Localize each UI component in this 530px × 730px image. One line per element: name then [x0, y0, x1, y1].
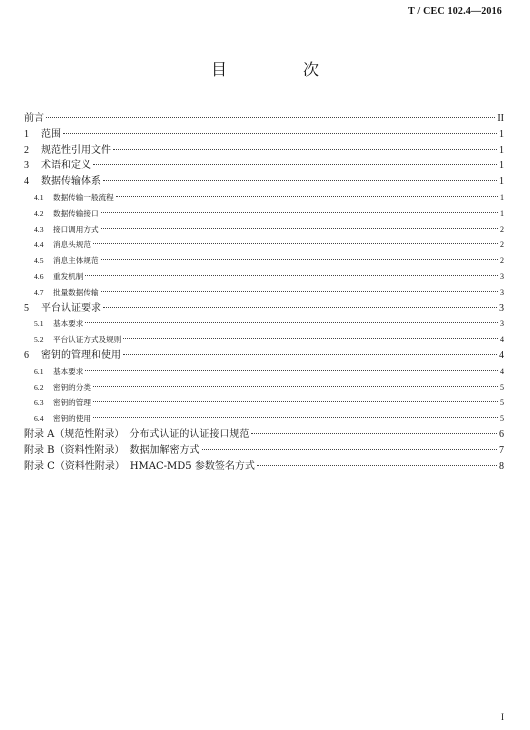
- toc-entry-label: [24, 174, 101, 190]
- toc-entry-text: 密钥的使用: [53, 414, 91, 424]
- toc-entry-text: 批量数据传输: [53, 287, 99, 297]
- toc-entry-number: 6.3: [34, 398, 44, 408]
- toc-entry-text: 接口调用方式: [53, 224, 99, 234]
- toc-entry-number: 4.3: [34, 224, 44, 234]
- toc-entry-number: 4: [24, 176, 29, 188]
- dot-leader: [123, 354, 497, 355]
- toc-entry-text: 规范性引用文件: [41, 144, 111, 156]
- toc-entry-text: 基本要求: [53, 366, 84, 376]
- toc-entry-label: [24, 411, 91, 427]
- toc-entry-page: 1: [499, 128, 504, 140]
- toc-entry-label: [24, 301, 101, 317]
- toc-entry-label: [24, 206, 99, 222]
- toc-entry-page: 3: [499, 302, 504, 314]
- toc-entry[interactable]: [24, 237, 504, 253]
- toc-entry-text: 基本要求: [53, 319, 84, 329]
- dot-leader: [101, 259, 498, 260]
- toc-entry[interactable]: [24, 158, 504, 174]
- toc-entry[interactable]: [24, 269, 504, 285]
- toc-entry-text: 数据传输一般流程: [53, 192, 114, 202]
- toc-entry-number: 4.4: [34, 240, 44, 250]
- dot-leader: [63, 133, 497, 134]
- toc-title: 目 次: [210, 60, 349, 79]
- toc-entry-label: [24, 427, 249, 443]
- toc-entry-text: 前言: [24, 113, 44, 124]
- toc-entry-label: [24, 269, 83, 285]
- toc-entry-text: 平台认证方式及规则: [53, 335, 122, 345]
- toc-entry[interactable]: [24, 332, 504, 348]
- toc-entry-text: 密钥的分类: [53, 382, 91, 392]
- dot-leader: [93, 417, 498, 418]
- dot-leader: [93, 243, 498, 244]
- dot-leader: [93, 386, 498, 387]
- toc-entry-page: 4: [500, 366, 504, 376]
- toc-entry[interactable]: [24, 285, 504, 301]
- toc-entry-page: 3: [500, 271, 504, 281]
- toc-entry-label: [24, 380, 91, 396]
- toc-entry-text: 重发机制: [53, 271, 84, 281]
- toc-entry-page: 3: [500, 319, 504, 329]
- dot-leader: [93, 401, 498, 402]
- toc-entry-label: [24, 285, 99, 301]
- toc-entry-number: 1: [24, 128, 29, 140]
- toc-entry-text: 平台认证要求: [41, 302, 101, 314]
- toc-entry-number: 6.1: [34, 366, 44, 376]
- toc-entry-label: [24, 143, 111, 159]
- toc-entry-page: 4: [499, 349, 504, 361]
- toc-entry-text: 附录 A（规范性附录） 分布式认证的认证接口规范: [24, 428, 250, 440]
- toc-entry-label: [24, 332, 121, 348]
- toc-entry-page: 5: [500, 398, 504, 408]
- toc-entry[interactable]: [24, 111, 504, 127]
- toc-entry[interactable]: [24, 459, 504, 475]
- dot-leader: [46, 117, 495, 118]
- toc-entry[interactable]: [24, 348, 504, 364]
- toc-entry-text: 数据传输体系: [41, 176, 101, 188]
- toc-entry-number: 4.2: [34, 208, 44, 218]
- toc-entry-number: 4.5: [34, 256, 44, 266]
- toc-entry-number: 5: [24, 302, 29, 314]
- toc-entry[interactable]: [24, 253, 504, 269]
- toc-entry-label: [24, 459, 255, 475]
- toc-entry-text: 附录 C（资料性附录） HMAC-MD5 参数签名方式: [24, 460, 255, 472]
- toc-entry-text: 密钥的管理和使用: [41, 349, 121, 361]
- toc-entry-page: II: [497, 113, 504, 124]
- dot-leader: [251, 433, 497, 434]
- toc-entry-text: 数据传输接口: [53, 208, 99, 218]
- toc-entry-number: 6.2: [34, 382, 44, 392]
- toc-entry-number: 5.2: [34, 335, 44, 345]
- toc-entry-label: [24, 443, 200, 459]
- toc-entry-page: 2: [500, 240, 504, 250]
- toc-entry-number: 6.4: [34, 414, 44, 424]
- toc-entry-page: 1: [500, 192, 504, 202]
- toc-entry[interactable]: [24, 127, 504, 143]
- toc-entry-page: 1: [499, 160, 504, 172]
- dot-leader: [103, 180, 497, 181]
- toc-entry-label: [24, 316, 83, 332]
- toc-entry[interactable]: [24, 222, 504, 238]
- toc-entry-number: 2: [24, 144, 29, 156]
- toc-entry-label: [24, 111, 44, 127]
- toc-entry-label: [24, 364, 83, 380]
- toc-entry[interactable]: [24, 364, 504, 380]
- toc-entry[interactable]: [24, 427, 504, 443]
- toc-entry-page: 1: [499, 144, 504, 156]
- toc-entry-text: 消息主体规范: [53, 256, 99, 266]
- toc-entry-number: 4.6: [34, 271, 44, 281]
- dot-leader: [101, 291, 498, 292]
- toc-entry-page: 7: [499, 444, 504, 456]
- dot-leader: [257, 465, 497, 466]
- toc-entry-page: 8: [499, 460, 504, 472]
- toc-entry[interactable]: [24, 443, 504, 459]
- toc-entry[interactable]: [24, 143, 504, 159]
- dot-leader: [85, 322, 498, 323]
- toc-entry-page: 2: [500, 256, 504, 266]
- toc-entry-page: 3: [500, 287, 504, 297]
- toc-entry-text: 范围: [41, 128, 61, 140]
- dot-leader: [101, 212, 498, 213]
- toc-entry-label: [24, 190, 114, 206]
- toc-entry-text: 附录 B（资料性附录） 数据加解密方式: [24, 444, 200, 456]
- toc-entry-text: 密钥的管理: [53, 398, 91, 408]
- dot-leader: [101, 228, 498, 229]
- dot-leader: [85, 275, 498, 276]
- dot-leader: [85, 370, 498, 371]
- dot-leader: [202, 449, 497, 450]
- toc-entry-text: 术语和定义: [41, 160, 91, 172]
- toc-entry-number: 6: [24, 349, 29, 361]
- toc-entry-label: [24, 348, 121, 364]
- toc-entry[interactable]: [24, 316, 504, 332]
- toc-entry-label: [24, 127, 61, 143]
- dot-leader: [123, 338, 498, 339]
- toc-entry-page: 2: [500, 224, 504, 234]
- toc-entry[interactable]: [24, 395, 504, 411]
- toc-entry-page: 5: [500, 382, 504, 392]
- toc-entry-label: [24, 253, 99, 269]
- toc-entry-label: [24, 237, 91, 253]
- dot-leader: [116, 196, 498, 197]
- toc-entry-number: 4.1: [34, 192, 44, 202]
- toc-entry-page: 4: [500, 335, 504, 345]
- toc-entry-label: [24, 222, 99, 238]
- toc-entry-label: [24, 158, 91, 174]
- toc-entry[interactable]: [24, 380, 504, 396]
- standard-code-header: T / CEC 102.4—2016: [408, 6, 502, 17]
- toc-entry[interactable]: [24, 174, 504, 190]
- toc-entry[interactable]: [24, 206, 504, 222]
- table-of-contents: [24, 111, 504, 474]
- toc-entry-page: 6: [499, 428, 504, 440]
- toc-entry-number: 3: [24, 160, 29, 172]
- toc-entry[interactable]: [24, 411, 504, 427]
- dot-leader: [113, 149, 497, 150]
- toc-entry-page: 1: [499, 176, 504, 188]
- toc-entry-number: 4.7: [34, 287, 44, 297]
- dot-leader: [93, 164, 497, 165]
- toc-entry-page: 5: [500, 414, 504, 424]
- toc-entry-number: 5.1: [34, 319, 44, 329]
- toc-entry[interactable]: [24, 190, 504, 206]
- toc-entry-label: [24, 395, 91, 411]
- dot-leader: [103, 307, 497, 308]
- page-number: I: [501, 712, 504, 722]
- toc-entry-text: 消息头规范: [53, 240, 91, 250]
- toc-entry-page: 1: [500, 208, 504, 218]
- toc-entry[interactable]: [24, 301, 504, 317]
